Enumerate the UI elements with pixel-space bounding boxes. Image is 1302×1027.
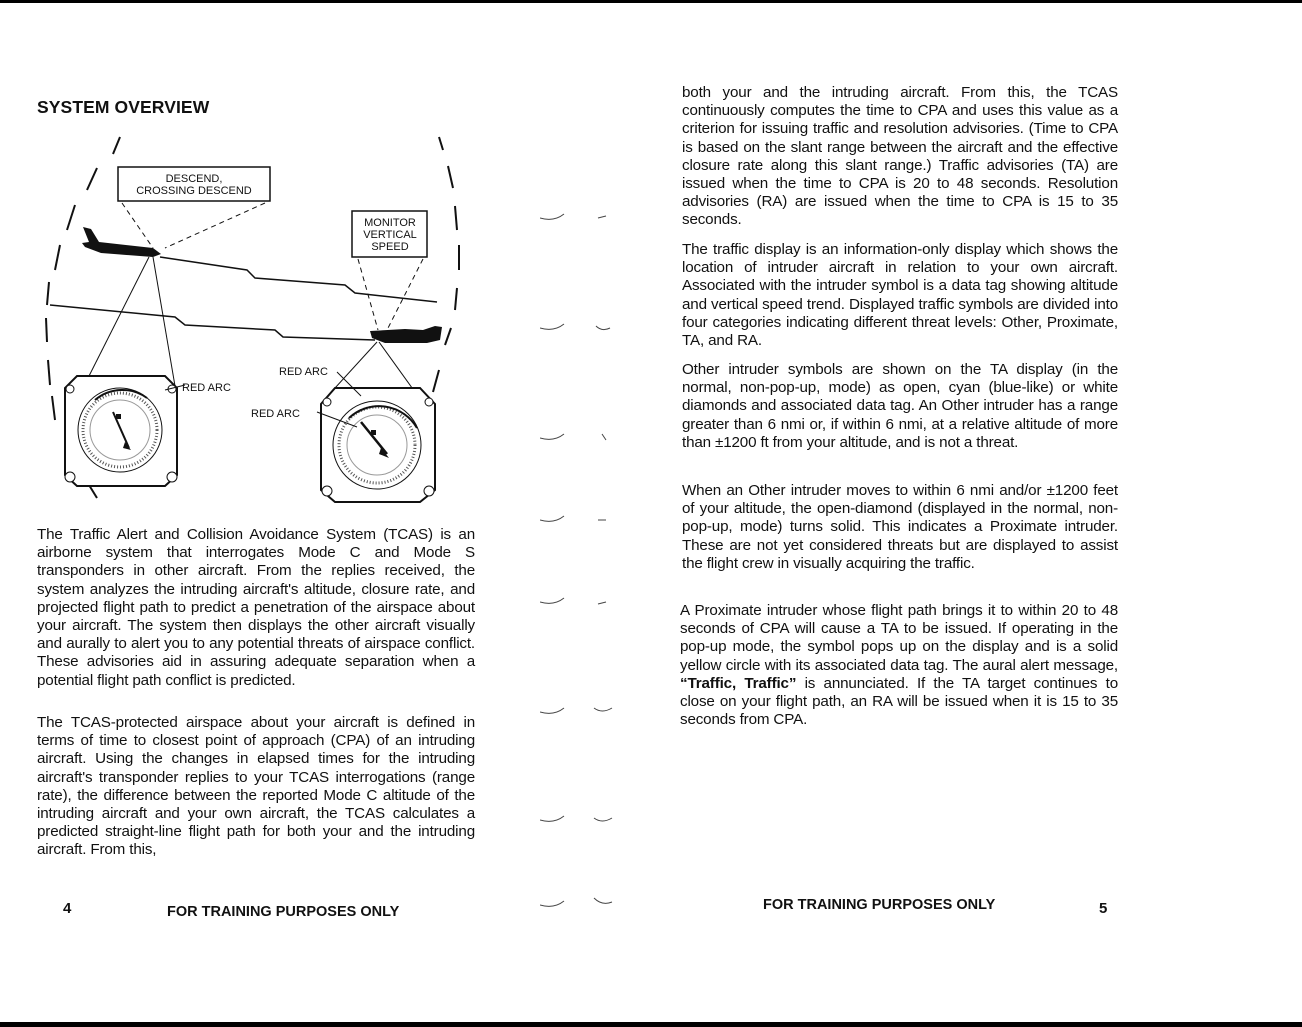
section-heading: SYSTEM OVERVIEW: [37, 97, 210, 117]
monitor-callout-line2: VERTICAL: [363, 229, 417, 241]
descend-callout: [118, 167, 270, 248]
scan-top-border: [0, 0, 1302, 3]
right-paragraph-5-start: A Proximate intruder whose flight path brings it to within 20 to 48 seconds of CPA will cause a TA to be issued. If operating in the pop-up mode, the symbol pops up on the display and is a solid yellow circle with its associated data tag. The aural alert message,: [680, 602, 1118, 674]
monitor-callout-line3: SPEED: [371, 241, 409, 253]
left-paragraph-1: The Traffic Alert and Collision Avoidance System (TCAS) is an airborne system that interrogates Mode C and Mode S transponders in other aircraft. From the replies received, the system analyzes the intruding aircraft's altitude, closure rate, and projected flight path to predict a penetration of the airspace about your aircraft. The system then displays the other aircraft visually and aurally to alert you to any potential threats of airspace conflict. These advisories aid in assuring adequate separation when a potential flight path conflict is predicted.: [37, 526, 475, 689]
descend-callout-line1: DESCEND,: [165, 173, 223, 185]
left-paragraph-2: The TCAS-protected airspace about your aircraft is defined in terms of time to closest point of approach (CPA) of an intruding aircraft. Using the changes in elapsed times for the intruding aircraft's transponder replies to your TCAS interrogations (range rate), the difference between the reported Mode C altitude of the intruding aircraft and your own aircraft, the TCAS calculates a predicted straight-line flight path for both your and the intruding aircraft. From this,: [37, 714, 475, 859]
left-footer: FOR TRAINING PURPOSES ONLY: [167, 904, 400, 920]
right-paragraph-2: The traffic display is an information-only display which shows the location of intruder aircraft in relation to your own aircraft. Associated with the intruder symbol is a data tag showing altitude and vertical speed trend. Displayed traffic symbols are divided into four categories indicating different threat levels: Other, Proximate, TA, and RA.: [682, 241, 1118, 350]
right-paragraph-1: both your and the intruding aircraft. From this, the TCAS continuously computes the time to CPA and uses this value as a criterion for issuing traffic and resolution advisories. (Time to CPA is based on the slant range between the aircraft and the effective closure rate along this slant range.) Traffic advisories (TA) are issued when the time to CPA is 20 to 48 seconds. Resolution advisories (RA) are issued when the time to CPA is 15 to 35 seconds.: [682, 84, 1118, 229]
right-red-arc-mid-label: RED ARC: [251, 408, 300, 420]
view-lines: [87, 257, 415, 392]
right-paragraph-3: Other intruder symbols are shown on the TA display (in the normal, non-pop-up, mode) as open, cyan (blue-like) or white diamonds and associated data tag. An Other intruder has a range greater than 6 nmi or, if within 6 nmi, at a relative altitude of more than ±1200 ft from your altitude, and is not a threat.: [682, 361, 1118, 451]
descend-callout-line2: CROSSING DESCEND: [136, 185, 252, 197]
intruder-aircraft: [370, 326, 442, 343]
right-footer: FOR TRAINING PURPOSES ONLY: [763, 897, 996, 913]
right-page-number: 5: [1099, 900, 1108, 917]
right-paragraph-4: When an Other intruder moves to within 6 nmi and/or ±1200 feet of your altitude, the open-diamond (displayed in the normal, non-pop-up, mode) turns solid. This indicates a Proximate intruder. These are not yet considered threats but are displayed to assist the flight crew in visually acquiring the traffic.: [682, 482, 1118, 572]
right-paragraph-5: [680, 602, 1118, 729]
tcas-display-left: [65, 376, 185, 486]
tcas-overview-figure: [25, 130, 495, 525]
aural-alert-message: “Traffic, Traffic”: [680, 674, 797, 692]
scan-bottom-border: [0, 1022, 1302, 1027]
flight-paths: [50, 257, 437, 340]
left-red-arc-label: RED ARC: [182, 382, 231, 394]
tcas-display-right: [317, 372, 435, 502]
right-paragraph-5-end: is annunciated. If the TA target continues to close on your flight path, an RA will be issued when it is 15 to 35 seconds from CPA.: [680, 674, 1118, 729]
left-page-number: 4: [63, 900, 72, 917]
right-red-arc-top-label: RED ARC: [279, 366, 328, 378]
monitor-callout-line1: MONITOR: [364, 217, 416, 229]
gutter-binding-marks: [540, 200, 620, 920]
monitor-vs-callout: [352, 211, 427, 330]
